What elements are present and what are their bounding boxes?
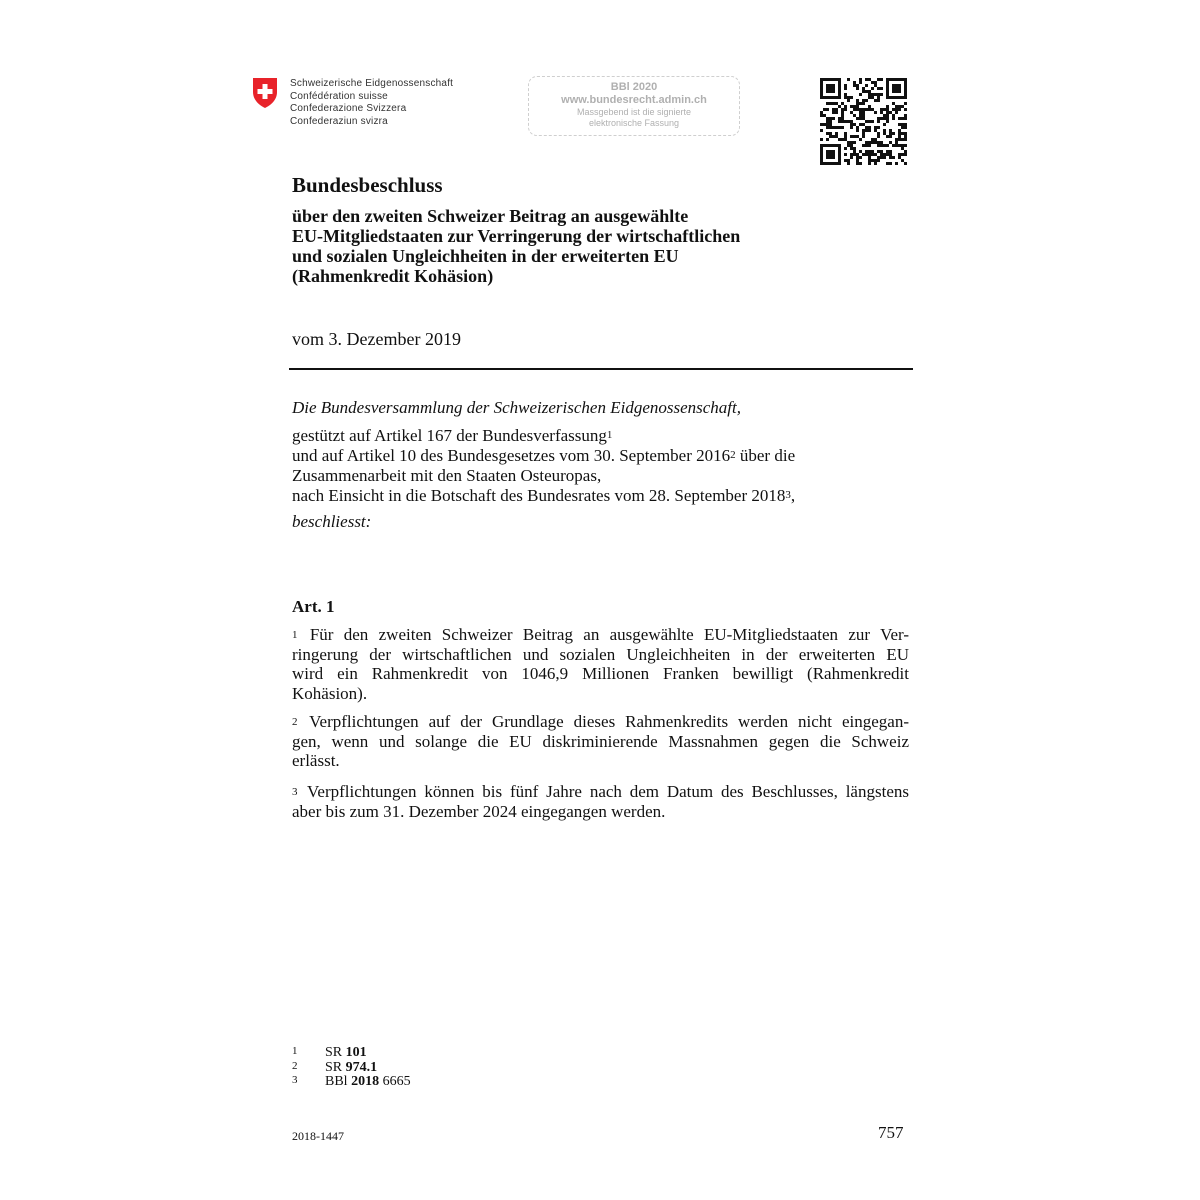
article-heading: Art. 1 <box>292 597 335 616</box>
footnote-prefix: SR <box>325 1059 346 1075</box>
paragraph-line: Kohäsion). <box>292 683 368 703</box>
enacting-body: Die Bundesversammlung der Schweizerischen Eidgenossenschaft, <box>292 398 741 417</box>
footnote-suffix: 6665 <box>379 1074 411 1089</box>
preamble-text: und auf Artikel 10 des Bundesgesetzes vom 30. September 2016 <box>292 446 731 465</box>
footnote-text <box>325 1046 367 1061</box>
footnote-number: 3 <box>292 1074 298 1086</box>
document-subtitle <box>292 206 852 286</box>
page-number: 757 <box>878 1123 904 1142</box>
preamble-text: nach Einsicht in die Botschaft des Bundesrates vom 28. September 2018 <box>292 486 786 505</box>
confederation-name-it: Confederazione Svizzera <box>290 103 407 114</box>
footnote-bold: 974.1 <box>345 1059 378 1075</box>
stamp-note-1: Massgebend ist die signierte <box>576 107 692 117</box>
qr-code-icon <box>820 78 907 165</box>
footnotes <box>292 1046 411 1090</box>
paragraph-number: 1 <box>292 629 298 641</box>
paragraph-line: gen, wenn und solange die EU diskriminierende Massnahmen gegen die Schweiz <box>292 731 909 751</box>
footnote-text <box>325 1075 411 1090</box>
paragraph-number: 3 <box>292 786 298 798</box>
footnote-ref: 1 <box>606 429 613 441</box>
confederation-name-rm: Confederaziun svizra <box>290 115 388 127</box>
footnote-number: 1 <box>292 1045 298 1057</box>
enacting-formula: beschliesst: <box>292 512 372 531</box>
subtitle-line: EU-Mitgliedstaaten zur Verringerung der wirtschaftlichen <box>292 226 741 246</box>
footnote-ref: 3 <box>785 489 791 501</box>
preamble-text: über die <box>735 446 796 465</box>
footnote-text <box>325 1061 377 1076</box>
preamble-line <box>292 446 795 466</box>
paragraph-line <box>292 625 909 645</box>
stamp-url: www.bundesrecht.admin.ch <box>561 94 707 106</box>
article-paragraph <box>292 625 909 703</box>
preamble-text: , <box>790 486 796 505</box>
stamp-note-2: elektronische Fassung <box>588 118 680 128</box>
paragraph-text: Verpflichtungen können bis fünf Jahre nach dem Datum des Beschlusses, längstens <box>307 782 909 801</box>
subtitle-line: über den zweiten Schweizer Beitrag an ausgewählte <box>292 206 689 226</box>
paragraph-line: ringerung der wirtschaftlichen und sozialen Ungleichheiten in der erweiterten EU <box>292 644 909 664</box>
paragraph-line <box>292 782 909 802</box>
preamble-line <box>292 486 795 506</box>
footnote-prefix: BBl <box>325 1074 352 1089</box>
preamble-line: Zusammenarbeit mit den Staaten Osteuropas, <box>292 466 602 485</box>
paragraph-line <box>292 712 909 732</box>
publication-stamp <box>528 76 740 136</box>
article-paragraph <box>292 782 909 821</box>
stamp-gazette: BBl 2020 <box>610 81 658 93</box>
paragraph-text: Für den zweiten Schweizer Beitrag an ausgewählte EU-Mitgliedstaaten zur Ver- <box>309 625 909 644</box>
footnote-item <box>292 1075 411 1090</box>
footnote-ref: 2 <box>730 449 736 461</box>
confederation-name-de: Schweizerische Eidgenossenschaft <box>290 78 454 89</box>
paragraph-line: wird ein Rahmenkredit von 1046,9 Millionen Franken bewilligt (Rahmenkredit <box>292 664 909 683</box>
swiss-coat-of-arms-icon <box>252 77 278 109</box>
subtitle-line: und sozialen Ungleichheiten in der erweiterten EU <box>292 246 679 266</box>
footnote-number: 2 <box>292 1059 298 1072</box>
document-date: vom 3. Dezember 2019 <box>292 329 461 349</box>
article-paragraph <box>292 712 909 771</box>
title-divider <box>289 368 913 370</box>
confederation-name-block <box>290 78 453 128</box>
footnote-bold: 101 <box>345 1045 367 1060</box>
confederation-name-fr: Confédération suisse <box>290 90 388 102</box>
footnote-prefix: SR <box>325 1045 346 1060</box>
preamble <box>292 426 795 506</box>
subtitle-line: (Rahmenkredit Kohäsion) <box>292 266 494 286</box>
paragraph-number: 2 <box>292 716 298 728</box>
preamble-line <box>292 426 795 446</box>
document-title: Bundesbeschluss <box>292 173 443 197</box>
paragraph-text: Verpflichtungen auf der Grundlage dieses Rahmenkredits werden nicht eingegan- <box>309 712 909 731</box>
footnote-bold: 2018 <box>351 1074 380 1089</box>
preamble-text: gestützt auf Artikel 167 der Bundesverfassung <box>292 426 607 445</box>
document-number: 2018-1447 <box>292 1129 344 1143</box>
paragraph-line: erlässt. <box>292 751 340 770</box>
paragraph-line: aber bis zum 31. Dezember 2024 eingegangen werden. <box>292 801 666 821</box>
